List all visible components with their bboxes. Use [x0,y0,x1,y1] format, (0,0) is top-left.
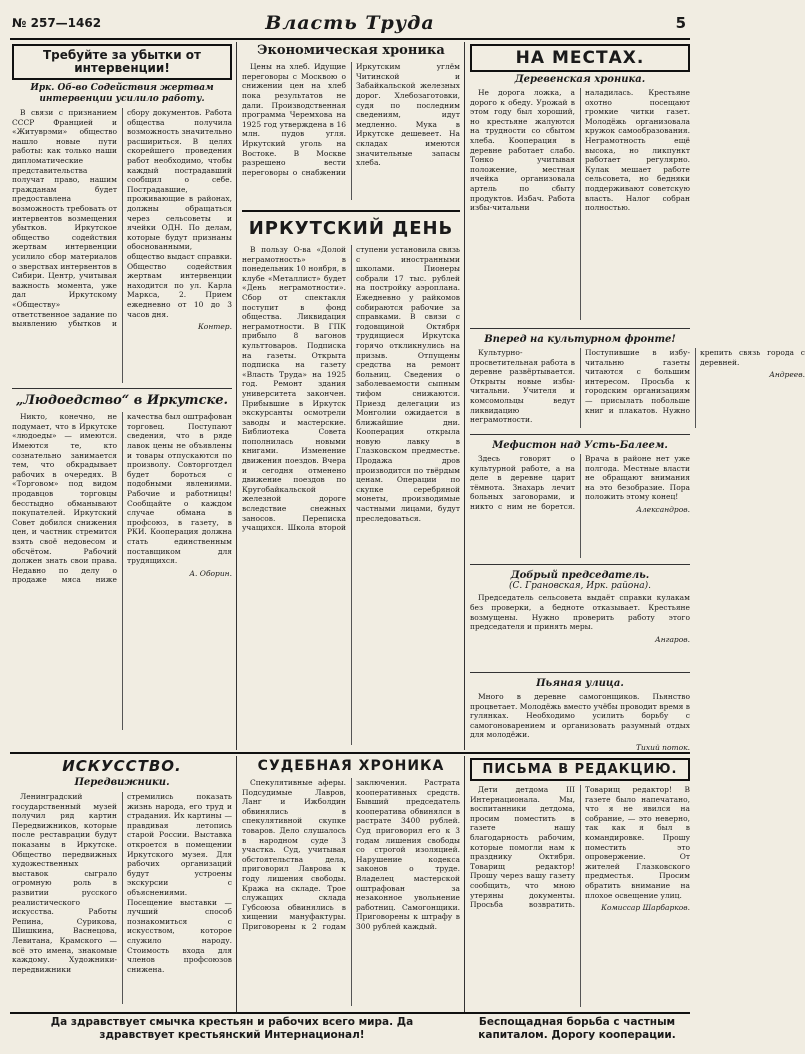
headline: Вперед на культурном фронте! [484,334,676,345]
issue-number: № 257—1462 [12,16,102,30]
column-rule [464,756,465,1012]
article-body: Дети детдома III Интернационала. Мы, воспитанники детдома, просим поместить в газете нашу благодарность рабочим, которые помогли нам к празднику Октября. Товарищ редактор! Прошу через вашу газету сообщить, что мною утеряны документы. Просьба возвратить. Товарищ редактор! В газете было напечатано, что я не явился на собрание, — это неверно, так как я был в командировке. Прошу поместить это опровержение. От жителей Глазковского предместья. Просим обратить внимание на плохое освещение улиц. Комиссар Шарбарков. [470,785,690,913]
article-body: Ленинградский государственный музей получил ряд картин Передвижников, которые после реставрации будут показаны в Иркутске. Общество передвижных художественных выставок сыграло огромную роль в развитии русского реалистического искусства. Работы Репина, Сурикова, Шишкина, Васнецова, Левитана, Крамского — всё это имена, знакомые каждому. Художники-передвижники стремились показать жизнь народа, его труд и страдания. Их картины — правдивая летопись старой России. Выставка откроется в помещении Иркутского музея. Для рабочих организаций будут устроены экскурсии с объяснениями. Посещение выставки — лучший способ познакомиться с искусством, которое служило народу. Стоимость входа для членов профсоюзов снижена. [12,792,232,974]
article-body: Спекулятивные аферы. Подсудимые Лавров, Ланг и Ижболдин обвинялись в спекулятивной скупке товаров. Дело слушалось в народном суде 3 участка. Суд, учитывая обстоятельства дела, приговорил Лаврова к году лишения свободы. Кража на складе. Трое служащих склада Губсоюза обвинялись в хищении мануфактуры. Приговорены к 2 годам заключения. Растрата кооперативных средств. Бывший председатель кооператива обвинялся в растрате 3400 рублей. Суд приговорил его к 3 годам лишения свободы со строгой изоляцией. Нарушение кодекса законов о труде. Владелец мастерской оштрафован за незаконное увольнение работниц. Самогонщики. Приговорены к штрафу в 300 рублей каждый. [242,778,460,931]
subheadline: Ирк. Об-во Содействия жертвам интервенции усилило работу. [30,83,214,104]
article-letters [470,758,690,1008]
signature: Комиссар Шарбарков. [601,903,690,913]
article-body: Много в деревне самогонщиков. Пьянство процветает. Молодёжь вместо учёбы проводит время в гулянках. Необходимо усилить борьбу с самогоноварением и организовать разумный отдых для молодёжи. Тихий поток. [470,692,690,752]
article-economy [242,44,460,206]
article-intervention [12,44,232,384]
headline: Пьяная улица. [536,678,624,689]
article-body: Здесь говорят о культурной работе, а на деле в деревне царит тёмнота. Знахарь лечит больных заговорами, и никто с ним не борется. Врача в районе нет уже полгода. Местные власти не обращают внимания на это безобразие. Пора положить этому конец! Александров. [470,454,690,514]
article-body: В связи с признанием СССР Францией и «Житуврэми» общество нашло новые пути работы: как только наши дипломатические представительства получат право, нашим гражданам будет предоставлена возможность требовать от интервентов возмещения убытков. Иркутское общество содействия жертвам интервенции усилило сбор материалов о зверствах интервентов в Сибири. Центр, учитывая важность момента, уже дал Иркутскому «Обществу» ответственное задание по выявлению убытков и сбору документов. Работа общества получила возможность значительно расшириться. В целях скорейшего проведения работ необходимо, чтобы каждый пострадавший сообщил о себе. Пострадавшие, проживающие в районах, должны обращаться через сельсоветы и ячейки ОДН. По делам, которые будут признаны обоснованными, общество выдаст справки. Общество содействия жертвам интервенции находится по ул. Карла Маркса, 2. Прием ежедневно от 10 до 3 часов дня. Контер. [12,108,232,332]
article-body: Не дорога ложка, а дорого к обеду. Урожай в этом году был хороший, но крестьяне жалуются на трудности со сбытом хлеба. Кооперация в деревне работает слабо. Тонко учитывая положение, местная ячейка организовала артель по сбыту продуктов. Избач. Работа избы-читальни наладилась. Крестьяне охотно посещают громкие читки газет. Молодёжь организовала кружок самообразования. Неграмотность ещё высока, но ликпункт работает регулярно. Кулак мешает работе сельсовета, но бедняки поддерживают советскую власть. Налог собран полностью. [470,88,690,213]
headline: НА МЕСТАХ. [470,44,690,72]
article-irkutsk-day [242,216,460,750]
signature: Андреев. [769,370,805,380]
headline: ИРКУТСКИЙ ДЕНЬ [248,218,454,239]
divider [470,328,690,329]
signature: Тихий поток. [636,742,690,752]
slogan-left: Да здравствует смычка крестьян и рабочих всего мира. Да здравствует крестьянский Интернационал! [50,1016,414,1042]
headline: Требуйте за убытки от интервенции! [12,44,232,80]
divider [470,672,690,673]
article-body: Цены на хлеб. Идущие переговоры с Москвою о снижении цен на хлеб пока результатов не дали. Производственная программа Черемхова на 1925 год утверждена в 16 млн. пудов угля. Иркутский уголь на Востоке. В Москве разрешено вести переговоры о снабжении Иркутским углём Читинской и Забайкальской железных дорог. Хлебозаготовки, судя по последним сведениям, идут медленно. Мука в Иркутске дешевеет. На складах имеются значительные запасы хлеба. [242,62,460,177]
headline: Добрый председатель. [510,570,650,581]
article-ust-balei [470,438,690,560]
slogan-right: Беспощадная борьба с частным капиталом. Дорогу кооперации. [478,1016,676,1042]
masthead [10,8,690,40]
divider [470,564,690,565]
headline: ПИСЬМА В РЕДАКЦИЮ. [470,758,690,781]
subheadline: Передвижники. [74,776,170,788]
headline: „Людоедство“ в Иркутске. [15,393,229,408]
divider [12,388,232,389]
article-art [12,758,232,1008]
divider [470,434,690,435]
divider [242,210,460,212]
signature: Ангаров. [655,634,690,644]
newspaper-page [10,8,805,1046]
article-body: Никто, конечно, не подумает, что в Иркутске «людоеды» — имеются. Имеются те, кто сознательно занимается тем, что обкрадывает рабочих в очередях. В «Торговом» под видом продавцов торговцы бесстыдно обманывают покупателей. Иркутский Совет добился снижения цен, и частник стремится взять своё недовесом и обсчётом. Рабочий должен знать свои права. Недавно по делу о продаже мяса ниже качества был оштрафован торговец. Поступают сведения, что в ряде лавок цены не объявлены и товары отпускаются по произволу. Совторготдел будет бороться с подобными явлениями. Рабочие и работницы! Сообщайте о каждом случае обмана в профсоюз, в газету, в РКИ. Кооперация должна стать единственным поставщиком для трудящихся. А. Оборин. [12,412,232,585]
signature: Александров. [636,504,690,514]
article-plunder [12,394,232,740]
column-rule [236,42,237,750]
headline: Экономическая хроника [257,43,445,58]
article-court [242,758,460,1008]
article-chairman [470,568,690,668]
slogan-divider [10,1012,690,1014]
signature: Контер. [198,322,232,332]
article-culture-front [470,332,805,430]
article-drunk-street [470,676,690,750]
headline: СУДЕБНАЯ ХРОНИКА [257,758,445,774]
article-body: Председатель сельсовета выдаёт справки кулакам без проверки, а бедноте отказывает. Крестьяне возмущены. Нужно проверить работу этого председателя и принять меры. Ангаров. [470,593,690,644]
headline: Мефистон над Усть-Балеем. [492,440,668,451]
column-rule [236,756,237,1012]
signature: А. Оборин. [189,568,232,578]
headline: ИСКУССТВО. [62,757,182,775]
subheadline: Деревенская хроника. [514,74,646,85]
section-divider [10,752,690,754]
newspaper-title: Власть Труда [265,12,435,34]
article-body: Культурно-просветительная работа в деревне развёртывается. Открыты новые избы-читальни. Учителя и комсомольцы ведут ликвидацию неграмотности. Поступившие в избу-читальню газеты читаются с большим интересом. Просьба к городским организациям — присылать побольше книг и плакатов. Нужно крепить связь города с деревней. Андреев. [470,348,805,425]
article-villages [470,44,690,324]
column-rule [464,42,465,750]
subheadline: (С. Грановская, Ирк. района). [509,581,651,591]
article-body: В пользу О-ва «Долой неграмотность» в понедельник 10 ноября, в клубе «Металлист» будет «День неграмотности». Сбор от спектакля поступит в фонд общества. Ликвидация неграмотности. В ГПК прибыло 8 вагонов культтоваров. Подписка на газеты. Открыта подписка на газету «Власть Труда» на 1925 год. Ремонт здания университета закончен. Прибывшие в Иркутск экскурсанты осмотрели заводы и мастерские. Библиотека Совета пополнилась новыми книгами. Изменение движения поездов. Вчера и сегодня отменено движение поездов по Кругобайкальской железной дороге вследствие снежных заносов. Переписка учащихся. Школа второй ступени установила связь с иностранными школами. Пионеры собрали 17 тыс. рублей на постройку аэроплана. Ежедневно у райкомов собираются рабочие за справками. В связи с годовщиной Октября трудящиеся Иркутска горячо откликнулись на призыв. Отпущены средства на ремонт больниц. Сведения о заболеваемости сыпным тифом снижаются. Приезд делегации из Монголии ожидается в ближайшие дни. Кооперация открыла новую лавку в Глазковском предместье. Продажа дров производится по твёрдым ценам. Операции по скупке серебряной монеты, производимые частными лицами, будут преследоваться. [242,245,460,533]
page-number: 5 [675,14,686,32]
